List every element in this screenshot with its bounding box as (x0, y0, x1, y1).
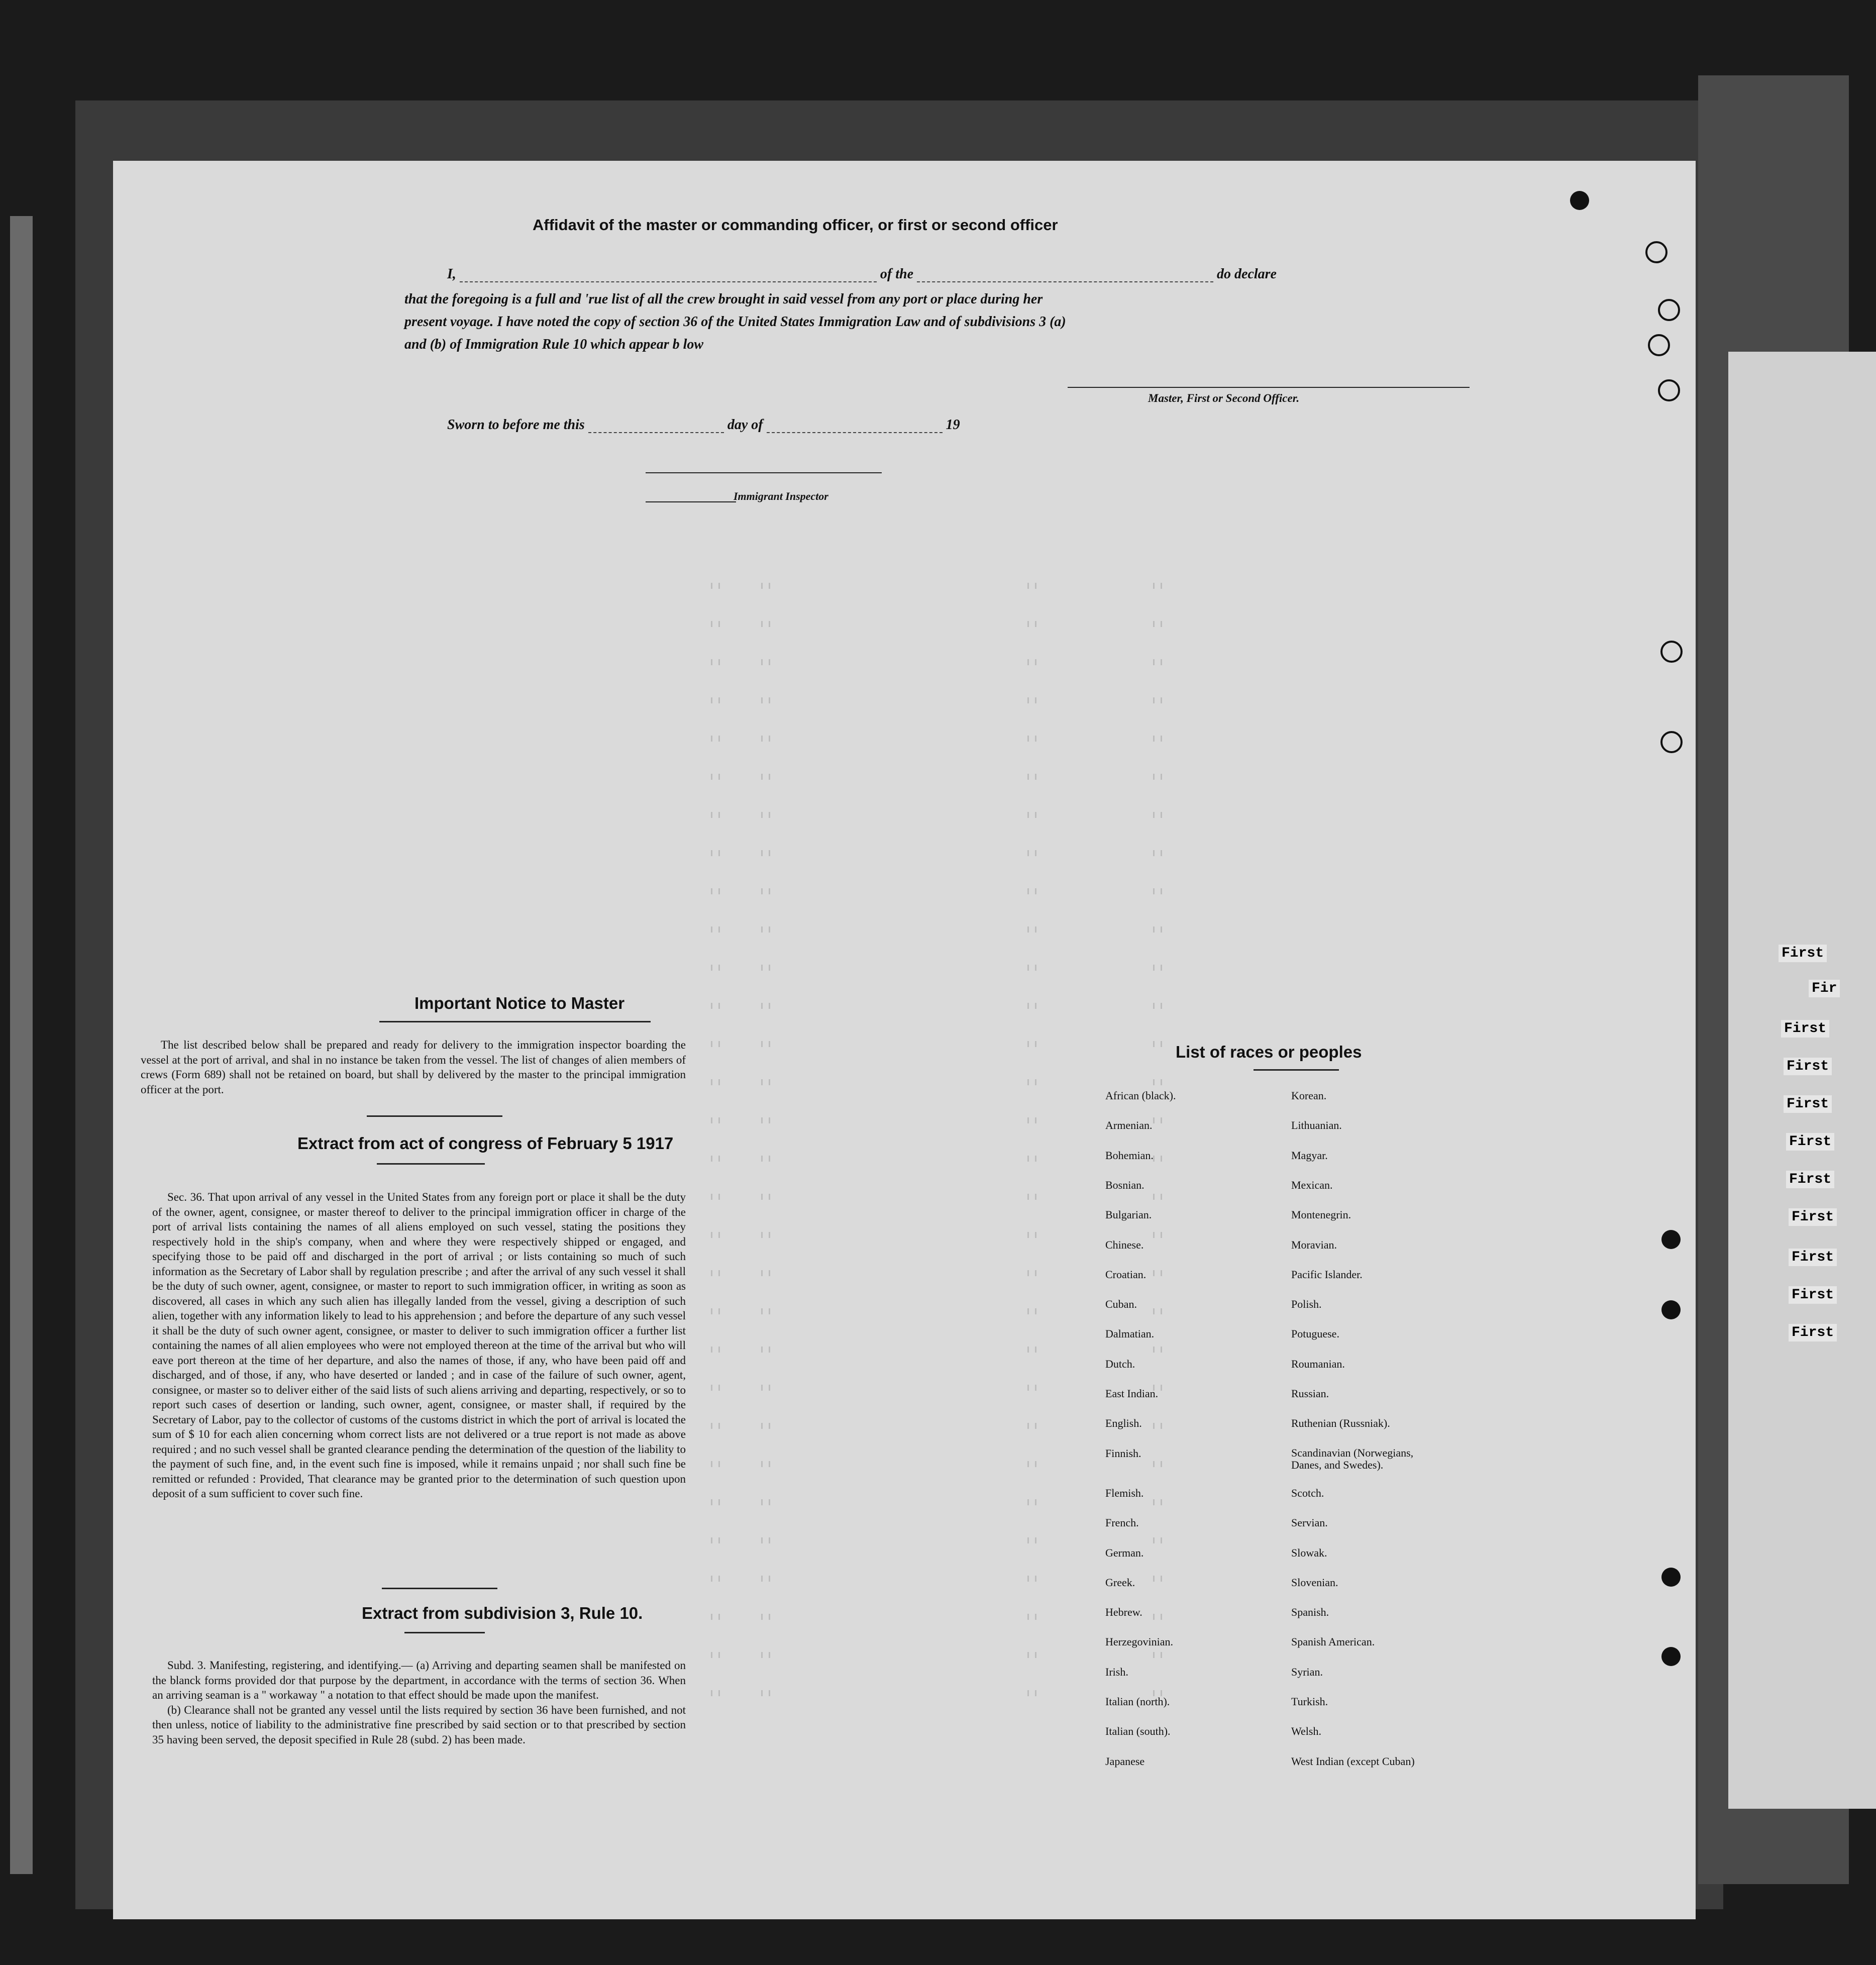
bleed-through-mark (711, 850, 720, 856)
form-page (113, 161, 1696, 1919)
bleed-through-mark (1027, 1194, 1036, 1200)
punch-hole (1658, 299, 1680, 321)
bleed-through-mark (1027, 1041, 1036, 1047)
race-item: Flemish. (1105, 1486, 1144, 1499)
bleed-through-mark (1027, 1385, 1036, 1391)
race-item: English. (1105, 1417, 1142, 1430)
race-item: Spanish American. (1291, 1635, 1375, 1648)
race-item: Turkish. (1291, 1695, 1328, 1708)
bleed-through-mark (711, 1690, 720, 1696)
race-item: Finnish. (1105, 1446, 1141, 1460)
race-item: Slovenian. (1291, 1576, 1338, 1589)
bleed-through-mark (711, 1079, 720, 1085)
race-item: Greek. (1105, 1576, 1135, 1589)
adjacent-sheet-tab: First (1789, 1208, 1837, 1226)
punch-hole (1660, 641, 1683, 663)
bleed-through-mark (1153, 1461, 1162, 1467)
race-item: Bohemian. (1105, 1149, 1154, 1162)
bleed-through-mark (1027, 1690, 1036, 1696)
bleed-through-mark (761, 850, 770, 856)
bleed-through-mark (761, 926, 770, 933)
bleed-through-mark (711, 697, 720, 703)
bleed-through-mark (1027, 1270, 1036, 1276)
bleed-through-mark (1027, 1156, 1036, 1162)
bleed-through-mark (1027, 736, 1036, 742)
bleed-through-mark (761, 659, 770, 665)
adjacent-sheet-tab: First (1784, 1095, 1832, 1113)
bleed-through-mark (711, 965, 720, 971)
bleed-through-mark (761, 1270, 770, 1276)
adjacent-sheet-tab: First (1786, 1133, 1834, 1151)
race-item: Korean. (1291, 1089, 1327, 1102)
bleed-through-mark (1153, 1232, 1162, 1238)
declarant-name-field[interactable] (460, 281, 877, 282)
affidavit-line-1 (447, 266, 1277, 282)
bleed-through-mark (1153, 926, 1162, 933)
bleed-through-mark (761, 812, 770, 818)
rule-extract-title: Extract from subdivision 3, Rule 10. (362, 1604, 643, 1622)
bleed-through-mark (761, 1194, 770, 1200)
bleed-through-mark (711, 583, 720, 589)
bleed-through-mark (711, 1156, 720, 1162)
affidavit-title: Affidavit of the master or commanding officer, or first or second officer (533, 216, 1058, 234)
bleed-through-mark (1027, 1652, 1036, 1658)
bleed-through-mark (1027, 659, 1036, 665)
affidavit-line-1-mid: of the (880, 266, 914, 282)
race-item: Scandinavian (Norwegians, Danes, and Swedes). (1291, 1446, 1414, 1471)
notice-title: Important Notice to Master (414, 994, 625, 1012)
bleed-through-mark (761, 1423, 770, 1429)
race-item: Dalmatian. (1105, 1327, 1155, 1340)
bleed-through-mark (761, 774, 770, 780)
bleed-through-mark (711, 1270, 720, 1276)
race-item: Servian. (1291, 1516, 1328, 1529)
affidavit-line-1-end: do declare (1217, 266, 1277, 282)
punch-hole (1658, 379, 1680, 401)
bleed-through-mark (761, 1079, 770, 1085)
bleed-through-mark (1153, 1194, 1162, 1200)
bleed-through-mark (1027, 1614, 1036, 1620)
bleed-through-mark (1153, 1156, 1162, 1162)
bleed-through-mark (1027, 1232, 1036, 1238)
race-item: Herzegovinian. (1105, 1635, 1173, 1648)
bleed-through-mark (711, 736, 720, 742)
race-item: Syrian. (1291, 1665, 1323, 1678)
race-item: West Indian (except Cuban) (1291, 1754, 1415, 1768)
bleed-through-mark (711, 1614, 720, 1620)
bleed-through-mark (711, 1499, 720, 1505)
race-item: Japanese (1105, 1754, 1145, 1768)
rule-extract-para-b: (b) Clearance shall not be granted any vessel until the lists required by section 36 have been furnished, and not then unless, notice of liability to the administrative fine prescribed by said section or to that prescribed by section 35 having been served, the deposit specified in Rule 28 (subd. 2) has been made. (152, 1703, 686, 1746)
bleed-through-mark (1027, 1499, 1036, 1505)
inspector-label-rule (646, 501, 736, 502)
race-item: African (black). (1105, 1089, 1176, 1102)
bleed-through-mark (1027, 1117, 1036, 1123)
race-item: Welsh. (1291, 1725, 1321, 1738)
race-item: German. (1105, 1546, 1144, 1559)
bleed-through-mark (711, 1385, 720, 1391)
sworn-year: 19 (946, 417, 960, 433)
bleed-through-mark (1027, 926, 1036, 933)
race-item: Irish. (1105, 1665, 1128, 1678)
act-extract-text: Sec. 36. That upon arrival of any vessel in the United States from any foreign port or place it shall be the duty of the owner, agent, consignee, or master thereof to deliver to the principal immigration officer in charge of the port of arrival lists containing the names of all aliens employed on such vessel, stating the positions they respectively hold in the ship's company, when and where they were respectively shipped or engaged, and specifying those to be paid off and discharged in the port of arrival ; or lists containing so much of such information as the Secretary of Labor shall by regulation prescribe ; and after the arrival of any such vessel it shall be the duty of such owner, agent, consignee, or master to report to such immigration officer, in writing as soon as discovered, all cases in which any such alien has illegally landed from the vessel, giving a description of such alien, together with any information likely to lead to his apprehension ; and before the departure of any such vessel it shall be the duty of such owner agent, consignee, or master to deliver to such immigration officer a further list containing the names of all alien employees who were not employed thereon at the time of the arrival but who will eave port thereon at the time of her departure, and also the names of those, if any, who have been paid off and discharged, and of those, if any, who have deserted or landed ; and in case of the failure of such owner, agent, consignee, or master so to deliver either of the said lists of such aliens arriving and departing, respectively, or so to report such cases of desertion or landing, such owner, agent, consignee, or master shall, if required by the Secretary of Labor, pay to the collector of customs of the customs district in which the port of arrival is located the sum of $ 10 for each alien concerning whom correct lists are not delivered or a true report is not made as above required ; and no such vessel shall be granted clearance pending the determination of the question of the liability to the payment of such fine, and, in the event such fine is imposed, while it remains unpaid ; nor shall such fine be remitted or refunded : Provided, That clearance may be granted prior to the determination of such question upon deposit of a sum sufficient to cover such fine. (152, 1191, 686, 1500)
race-item: Italian (south). (1105, 1725, 1171, 1738)
left-edge-strip (10, 216, 33, 1874)
bleed-through-mark (761, 1041, 770, 1047)
race-item: Slowak. (1291, 1546, 1327, 1559)
sworn-month-field[interactable] (767, 432, 943, 433)
race-item: East Indian. (1105, 1387, 1159, 1400)
bleed-through-mark (711, 1117, 720, 1123)
adjacent-sheet-tab: First (1781, 1020, 1829, 1038)
bleed-through-mark (1153, 1537, 1162, 1543)
adjacent-sheet-tab: First (1789, 1249, 1837, 1266)
sworn-line (447, 417, 960, 433)
punch-hole (1661, 1568, 1681, 1587)
race-item: Bulgarian. (1105, 1208, 1152, 1221)
adjacent-sheet-tab: First (1786, 1171, 1834, 1188)
bleed-through-mark (761, 1652, 770, 1658)
bleed-through-mark (761, 1003, 770, 1009)
bleed-through-mark (711, 1347, 720, 1353)
bleed-through-mark (761, 736, 770, 742)
bleed-through-mark (1027, 888, 1036, 894)
race-item: Croatian. (1105, 1268, 1147, 1281)
bleed-through-mark (761, 1576, 770, 1582)
bleed-through-mark (1153, 1347, 1162, 1353)
bleed-through-mark (711, 1308, 720, 1314)
rule-title-bottom-rule (404, 1632, 485, 1633)
act-title-top-rule (367, 1115, 502, 1117)
bleed-through-mark (1027, 1423, 1036, 1429)
act-extract-title: Extract from act of congress of February 5 1917 (297, 1134, 674, 1153)
bleed-through-mark (1153, 1117, 1162, 1123)
bleed-through-mark (761, 1537, 770, 1543)
bleed-through-mark (711, 1576, 720, 1582)
bleed-through-mark (1153, 774, 1162, 780)
bleed-through-mark (711, 888, 720, 894)
punch-hole (1645, 241, 1667, 263)
bleed-through-mark (1027, 583, 1036, 589)
punch-hole (1570, 191, 1589, 210)
bleed-through-mark (761, 1690, 770, 1696)
bleed-through-mark (1027, 1308, 1036, 1314)
bleed-through-mark (761, 1347, 770, 1353)
bleed-through-mark (1027, 621, 1036, 627)
race-item: Dutch. (1105, 1357, 1135, 1370)
bleed-through-mark (1027, 812, 1036, 818)
bleed-through-mark (1027, 1003, 1036, 1009)
bleed-through-mark (761, 888, 770, 894)
rule-extract-body (152, 1658, 686, 1747)
races-title-rule (1254, 1069, 1339, 1071)
race-item: Lithuanian. (1291, 1119, 1342, 1132)
bleed-through-mark (761, 1385, 770, 1391)
signature-label: Master, First or Second Officer. (1148, 392, 1300, 404)
bleed-through-mark (1153, 736, 1162, 742)
notice-body (141, 1038, 686, 1097)
bleed-through-mark (711, 1194, 720, 1200)
sworn-day-field[interactable] (588, 432, 724, 433)
bleed-through-mark (711, 1423, 720, 1429)
bleed-through-mark (711, 621, 720, 627)
sworn-day-of: day of (727, 417, 763, 433)
bleed-through-mark (1027, 1537, 1036, 1543)
inspector-signature-line[interactable] (646, 472, 882, 473)
bleed-through-mark (1027, 965, 1036, 971)
bleed-through-mark (1027, 1576, 1036, 1582)
bleed-through-mark (1153, 1576, 1162, 1582)
bleed-through-mark (1027, 1347, 1036, 1353)
bleed-through-mark (711, 1537, 720, 1543)
bleed-through-mark (711, 1652, 720, 1658)
bleed-through-mark (1153, 1079, 1162, 1085)
bleed-through-mark (711, 1003, 720, 1009)
race-item: Spanish. (1291, 1606, 1329, 1619)
race-item: Bosnian. (1105, 1178, 1144, 1191)
affidavit-line-1-start: I, (447, 266, 456, 282)
bleed-through-mark (1027, 1461, 1036, 1467)
race-item: Scotch. (1291, 1486, 1324, 1499)
rule-title-top-rule (382, 1588, 497, 1589)
inspector-label: Immigrant Inspector (734, 490, 828, 502)
bleed-through-mark (761, 1308, 770, 1314)
bleed-through-mark (1027, 1079, 1036, 1085)
race-item: Hebrew. (1105, 1606, 1142, 1619)
affidavit-line-4: and (b) of Immigration Rule 10 which appear b low (404, 337, 704, 352)
bleed-through-mark (1153, 850, 1162, 856)
act-extract-body (152, 1190, 686, 1501)
notice-title-rule (379, 1021, 651, 1022)
bleed-through-mark (711, 774, 720, 780)
races-title: List of races or peoples (1176, 1043, 1362, 1061)
bleed-through-mark (711, 1041, 720, 1047)
bleed-through-mark (711, 1461, 720, 1467)
race-item: Mexican. (1291, 1178, 1333, 1191)
race-item: Potuguese. (1291, 1327, 1339, 1340)
adjacent-sheet-tab: First (1784, 1058, 1832, 1075)
punch-hole (1648, 334, 1670, 356)
bleed-through-mark (1153, 1270, 1162, 1276)
punch-hole (1661, 1300, 1681, 1319)
race-item: Montenegrin. (1291, 1208, 1351, 1221)
vessel-name-field[interactable] (917, 281, 1213, 282)
adjacent-sheet-tab: First (1789, 1324, 1837, 1341)
bleed-through-mark (1027, 850, 1036, 856)
race-item: Ruthenian (Russniak). (1291, 1417, 1390, 1430)
bleed-through-mark (761, 965, 770, 971)
race-item: Polish. (1291, 1298, 1322, 1311)
bleed-through-mark (1153, 1041, 1162, 1047)
race-item: Pacific Islander. (1291, 1268, 1363, 1281)
bleed-through-mark (761, 1614, 770, 1620)
bleed-through-mark (761, 1232, 770, 1238)
affidavit-line-2: that the foregoing is a full and 'rue list of all the crew brought in said vessel from any port or place during her (404, 291, 1043, 307)
right-adjacent-sheet (1728, 352, 1876, 1809)
race-item: French. (1105, 1516, 1139, 1529)
race-item: Cuban. (1105, 1298, 1137, 1311)
bleed-through-mark (1027, 697, 1036, 703)
race-item: Italian (north). (1105, 1695, 1170, 1708)
affidavit-line-3: present voyage. I have noted the copy of section 36 of the United States Immigration Law and of subdivisions 3 (a) (404, 314, 1066, 330)
bleed-through-mark (761, 583, 770, 589)
bleed-through-mark (761, 1499, 770, 1505)
bleed-through-mark (1027, 774, 1036, 780)
bleed-through-mark (761, 1461, 770, 1467)
bleed-through-mark (1153, 1423, 1162, 1429)
adjacent-sheet-tab: Fir (1809, 980, 1840, 997)
punch-hole (1661, 1647, 1681, 1666)
rule-extract-para-a: Subd. 3. Manifesting, registering, and identifying.— (a) Arriving and departing seamen shall be manifested on the blanck forms provided dor that purpose by the department, in accordance with the terms of section 36. When an arriving seaman is a " workaway " a notation to that effect should be made upon the manifest. (152, 1659, 686, 1701)
signature-line[interactable] (1068, 387, 1470, 388)
bleed-through-mark (761, 697, 770, 703)
race-item: Moravian. (1291, 1238, 1337, 1251)
bleed-through-mark (1153, 1614, 1162, 1620)
race-item: Armenian. (1105, 1119, 1153, 1132)
race-item: Roumanian. (1291, 1357, 1345, 1370)
bleed-through-mark (761, 621, 770, 627)
bleed-through-mark (1153, 965, 1162, 971)
bleed-through-mark (711, 926, 720, 933)
bleed-through-mark (761, 1117, 770, 1123)
bleed-through-mark (761, 1156, 770, 1162)
bleed-through-mark (1153, 659, 1162, 665)
punch-hole (1660, 731, 1683, 753)
bleed-through-mark (1153, 1003, 1162, 1009)
bleed-through-mark (1153, 621, 1162, 627)
sworn-start: Sworn to before me this (447, 417, 585, 433)
bleed-through-mark (1153, 812, 1162, 818)
bleed-through-mark (1153, 697, 1162, 703)
bleed-through-mark (711, 659, 720, 665)
bleed-through-mark (1153, 1308, 1162, 1314)
race-item: Chinese. (1105, 1238, 1144, 1251)
bleed-through-mark (1153, 1652, 1162, 1658)
race-item: Magyar. (1291, 1149, 1328, 1162)
bleed-through-mark (1153, 888, 1162, 894)
bleed-through-mark (711, 1232, 720, 1238)
adjacent-sheet-tab: First (1789, 1286, 1837, 1304)
adjacent-sheet-tab: First (1779, 945, 1827, 962)
bleed-through-mark (711, 812, 720, 818)
act-title-bottom-rule (377, 1163, 485, 1165)
bleed-through-mark (1153, 1499, 1162, 1505)
notice-body-text: The list described below shall be prepared and ready for delivery to the immigration inspector boarding the vessel at the port of arrival, and shal in no instance be taken from the vessel. The list of changes of alien members of crews (Form 689) shall not be retained on board, but shall by delivered by the master to the principal immigration officer at the port. (141, 1039, 686, 1096)
bleed-through-mark (1153, 583, 1162, 589)
race-item: Russian. (1291, 1387, 1329, 1400)
punch-hole (1661, 1230, 1681, 1249)
